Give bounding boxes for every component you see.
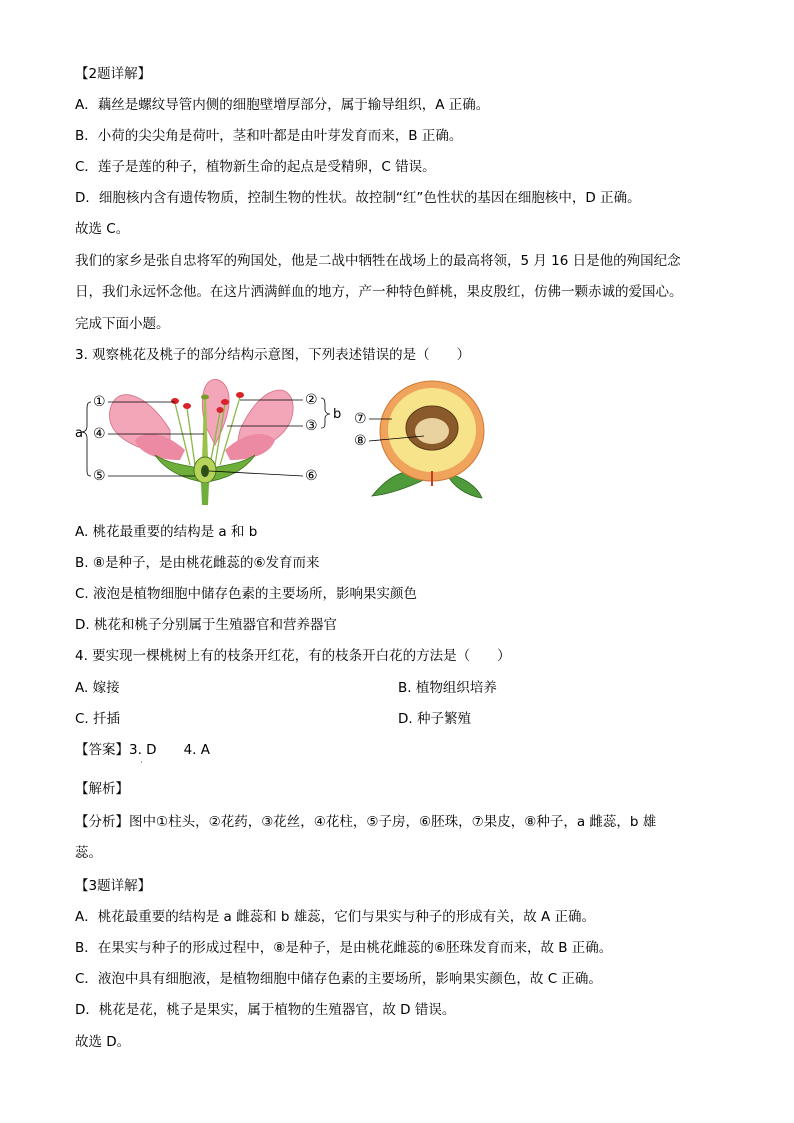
analysis-line-1: 【分析】图中①柱头，②花药，③花丝，④花柱，⑤子房，⑥胚珠，⑦果皮，⑧种子，a 雌蕊，b 雄 — [75, 814, 657, 830]
q4-stem: 4. 要实现一棵桃树上有的枝条开红花，有的枝条开白花的方法是（ ） — [75, 648, 511, 664]
ovule — [201, 465, 209, 477]
peach-stalk — [431, 471, 433, 486]
q3-detail-b: B．在果实与种子的形成过程中，⑧是种子，是由桃花雌蕊的⑥胚珠发育而来，故 B 正确。 — [75, 940, 613, 956]
q3-conclusion: 故选 D。 — [75, 1034, 131, 1050]
q4-option-d: D. 种子繁殖 — [398, 711, 471, 727]
brace-b — [321, 398, 330, 428]
passage-line-3: 完成下面小题。 — [75, 316, 170, 332]
label-a: a — [75, 426, 83, 441]
stigma — [201, 395, 209, 400]
peach-fruit-diagram — [352, 376, 487, 504]
q4-option-c: C. 扦插 — [75, 711, 121, 727]
label-1: ① — [93, 394, 106, 410]
q2-conclusion: 故选 C。 — [75, 221, 130, 237]
q3-detail-heading: 【3题详解】 — [75, 878, 152, 894]
label-3: ③ — [305, 418, 318, 434]
label-6: ⑥ — [305, 468, 318, 484]
label-8: ⑧ — [354, 433, 367, 449]
q3-option-b: B. ⑧是种子，是由桃花雌蕊的⑥发育而来 — [75, 555, 320, 571]
q3-option-d: D. 桃花和桃子分别属于生殖器官和营养器官 — [75, 617, 337, 633]
q4-option-b: B. 植物组织培养 — [398, 680, 497, 696]
label-7: ⑦ — [354, 411, 367, 427]
peach-flower-diagram — [75, 370, 340, 510]
q3-option-c: C. 液泡是植物细胞中储存色素的主要场所，影响果实颜色 — [75, 586, 418, 602]
q2-detail-b: B．小荷的尖尖角是荷叶，茎和叶都是由叶芽发育而来，B 正确。 — [75, 128, 463, 144]
label-5: ⑤ — [93, 468, 106, 484]
q4-option-a: A. 嫁接 — [75, 680, 120, 696]
q2-detail-heading: 【2题详解】 — [75, 66, 152, 82]
passage-line-2: 日，我们永远怀念他。在这片洒满鲜血的地方，产一种特色鲜桃，果皮殷红，仿佛一颗赤诚的爱国心。 — [75, 284, 683, 300]
pedicel — [201, 483, 209, 505]
answer-line: 【答案】3. D 4. A — [75, 742, 210, 758]
analysis-line-2: 蕊。 — [75, 845, 102, 861]
label-b: b — [333, 407, 342, 422]
label-2: ② — [305, 392, 318, 408]
q2-detail-a: A．藕丝是螺纹导管内侧的细胞壁增厚部分，属于输导组织，A 正确。 — [75, 97, 490, 113]
q3-detail-a: A．桃花最重要的结构是 a 雌蕊和 b 雄蕊，它们与果实与种子的形成有关，故 A 正确。 — [75, 909, 596, 925]
q3-detail-c: C．液泡中具有细胞液，是植物细胞中储存色素的主要场所，影响果实颜色，故 C 正确。 — [75, 971, 602, 987]
q2-detail-c: C．莲子是莲的种子，植物新生命的起点是受精卵，C 错误。 — [75, 159, 436, 175]
q3-stem: 3. 观察桃花及桃子的部分结构示意图，下列表述错误的是（ ） — [75, 347, 471, 363]
q3-option-a: A. 桃花最重要的结构是 a 和 b — [75, 524, 258, 540]
label-4: ④ — [93, 426, 106, 442]
q3-detail-d: D．桃花是花，桃子是果实，属于植物的生殖器官，故 D 错误。 — [75, 1002, 456, 1018]
analysis-heading: 【解析】 — [75, 781, 129, 797]
passage-line-1: 我们的家乡是张自忠将军的殉国处，他是二战中牺牲在战场上的最高将领，5 月 16 日是他的殉国纪念 — [75, 253, 681, 269]
stray-dot: · — [140, 758, 143, 767]
petal-base-right — [225, 434, 275, 460]
q2-detail-d: D．细胞核内含有遗传物质，控制生物的性状。故控制“红”色性状的基因在细胞核中，D 正确。 — [75, 190, 641, 206]
seed — [415, 418, 449, 444]
petal-base-left — [135, 434, 185, 460]
